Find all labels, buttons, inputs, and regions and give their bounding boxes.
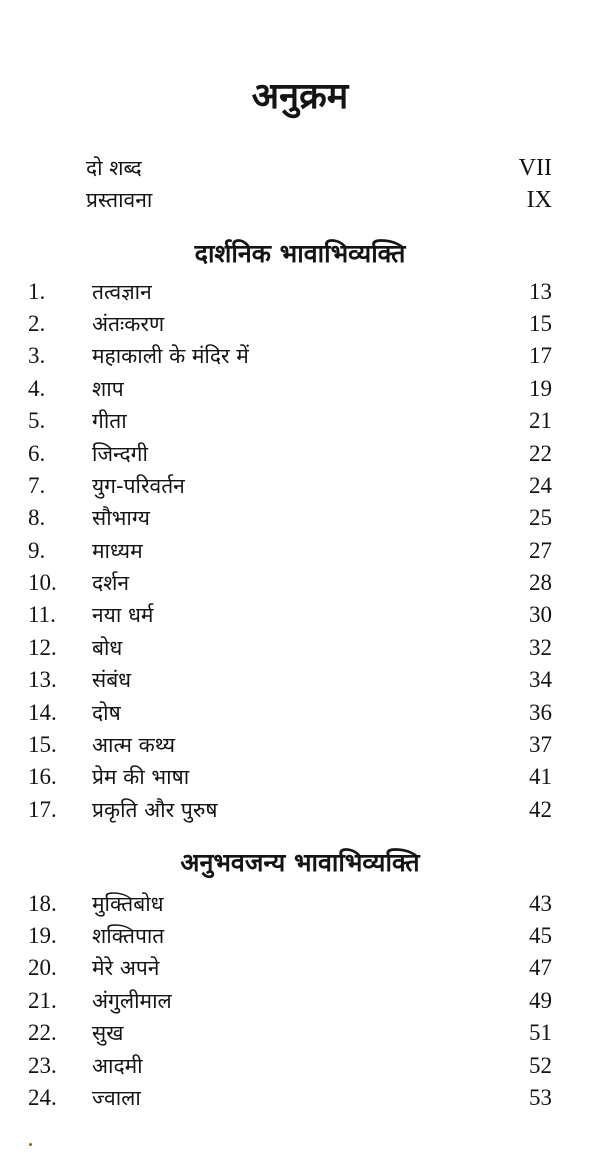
toc-entry <box>0 697 600 729</box>
front-matter-item <box>0 184 600 216</box>
page-title: अनुक्रम <box>251 76 349 117</box>
toc-entry <box>0 567 600 599</box>
entry-label: मुक्तिबोध <box>92 892 164 916</box>
toc-entry <box>0 535 600 567</box>
toc-entry <box>0 405 600 437</box>
entry-label: तत्वज्ञान <box>92 280 152 304</box>
entry-page-number: 25 <box>529 505 552 530</box>
entry-number: 19. <box>28 923 57 948</box>
entry-page-number: 53 <box>529 1085 552 1110</box>
entry-page-number: 19 <box>529 376 552 401</box>
toc-entry <box>0 632 600 664</box>
entry-page-number: 51 <box>529 1020 552 1045</box>
toc-entry <box>0 1050 600 1082</box>
entry-label: प्रकृति और पुरुष <box>92 798 218 822</box>
entry-number: 7. <box>28 473 46 498</box>
entry-label: नया धर्म <box>92 603 154 627</box>
toc-entry <box>0 308 600 340</box>
entry-number: 2. <box>28 311 46 336</box>
entry-page-number: 42 <box>529 797 552 822</box>
toc-entry <box>0 952 600 984</box>
entry-page-number: 27 <box>529 538 552 563</box>
entry-label: प्रेम की भाषा <box>92 765 190 789</box>
toc-entry <box>0 1082 600 1114</box>
entry-page-number: 17 <box>529 343 552 368</box>
entry-number: 23. <box>28 1053 57 1078</box>
toc-entry <box>0 729 600 761</box>
entry-label: ज्वाला <box>92 1086 141 1110</box>
entry-page-number: 32 <box>529 635 552 660</box>
toc-entry <box>0 276 600 308</box>
entry-label: माध्यम <box>92 539 143 563</box>
toc-entry <box>0 599 600 631</box>
entry-page-number: 37 <box>529 732 552 757</box>
toc-entry <box>0 664 600 696</box>
entry-label: दर्शन <box>92 571 130 595</box>
toc-entry <box>0 920 600 952</box>
entry-label: अंगुलीमाल <box>92 989 172 1013</box>
entry-page-number: 28 <box>529 570 552 595</box>
entry-label: बोध <box>92 636 123 660</box>
entry-number: 5. <box>28 408 46 433</box>
entry-number: 8. <box>28 505 46 530</box>
entry-page-number: 43 <box>529 891 552 916</box>
entry-label: आत्म कथ्य <box>92 733 176 757</box>
toc-entry <box>0 340 600 372</box>
entry-page-number: 45 <box>529 923 552 948</box>
section-heading-darshanik: दार्शनिक भावाभिव्यक्ति <box>194 239 406 268</box>
entry-label: संबंध <box>92 668 132 692</box>
entry-number: 9. <box>28 538 46 563</box>
entry-page-number: 36 <box>529 700 552 725</box>
entry-page-number: 47 <box>529 955 552 980</box>
entry-label: दोष <box>92 701 121 725</box>
entry-page-number: 22 <box>529 441 552 466</box>
entry-page-number: 21 <box>529 408 552 433</box>
entry-number: 15. <box>28 732 57 757</box>
entry-number: 12. <box>28 635 57 660</box>
toc-entry <box>0 794 600 826</box>
entry-label: दो शब्द <box>86 156 142 180</box>
entry-number: 4. <box>28 376 46 401</box>
entry-number: 13. <box>28 667 57 692</box>
entry-label: सुख <box>92 1021 124 1045</box>
entry-page-number: VII <box>518 155 552 181</box>
entry-page-number: 49 <box>529 988 552 1013</box>
entry-number: 1. <box>28 279 46 304</box>
entry-label: शक्तिपात <box>92 924 165 948</box>
entry-number: 11. <box>28 602 56 627</box>
entry-page-number: IX <box>526 187 552 213</box>
entry-number: 14. <box>28 700 57 725</box>
entry-number: 16. <box>28 764 57 789</box>
entry-page-number: 13 <box>529 279 552 304</box>
entry-page-number: 24 <box>529 473 552 498</box>
entry-number: 24. <box>28 1085 57 1110</box>
entry-label: मेरे अपने <box>92 956 160 980</box>
entry-number: 18. <box>28 891 57 916</box>
toc-entry <box>0 470 600 502</box>
section-heading-anubhavjanya: अनुभवजन्य भावाभिव्यक्ति <box>180 848 420 877</box>
front-matter-item <box>0 152 600 184</box>
entry-label: अंतःकरण <box>92 312 165 336</box>
entry-page-number: 15 <box>529 311 552 336</box>
entry-number: 10. <box>28 570 57 595</box>
entry-number: 6. <box>28 441 46 466</box>
toc-entry <box>0 438 600 470</box>
toc-entry <box>0 502 600 534</box>
entry-label: सौभाग्य <box>92 506 150 530</box>
entry-number: 20. <box>28 955 57 980</box>
toc-entry <box>0 373 600 405</box>
entry-label: महाकाली के मंदिर में <box>92 344 249 368</box>
entry-label: युग-परिवर्तन <box>92 474 185 498</box>
entry-label: गीता <box>92 409 127 433</box>
entry-page-number: 34 <box>529 667 552 692</box>
entry-page-number: 30 <box>529 602 552 627</box>
toc-entry <box>0 985 600 1017</box>
toc-entry <box>0 761 600 793</box>
entry-number: 21. <box>28 988 57 1013</box>
entry-page-number: 52 <box>529 1053 552 1078</box>
entry-number: 3. <box>28 343 46 368</box>
entry-label: आदमी <box>92 1054 143 1078</box>
entry-number: 22. <box>28 1020 57 1045</box>
toc-entry <box>0 1017 600 1049</box>
entry-number: 17. <box>28 797 57 822</box>
entry-label: जिन्दगी <box>92 442 148 466</box>
print-speck <box>29 1143 32 1146</box>
entry-label: शाप <box>92 377 124 401</box>
toc-entry <box>0 888 600 920</box>
entry-label: प्रस्तावना <box>86 188 153 212</box>
entry-page-number: 41 <box>529 764 552 789</box>
